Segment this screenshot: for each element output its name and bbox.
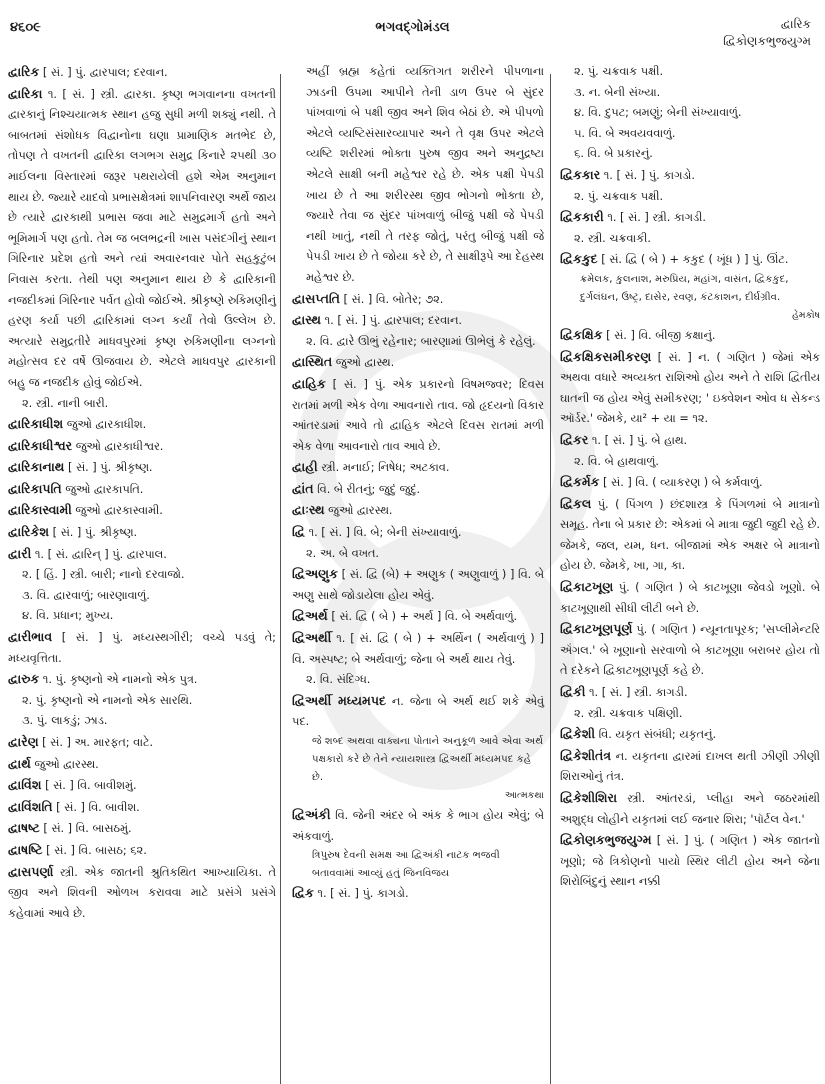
dictionary-entry — [560, 325, 820, 347]
definition: [ સં. ] અ. મારફત; વાટે. — [38, 736, 154, 749]
dictionary-entry — [560, 430, 820, 452]
dictionary-entry — [560, 619, 820, 682]
headword: દ્વાસ્થિત — [292, 354, 333, 370]
sub-sense: ૩. પું. લાકડું; ઝાડ. — [22, 714, 108, 728]
definition: જુઓ દ્વારકાસ્વામી. — [71, 504, 163, 518]
sub-sense: ૨. પું. ચક્રવાક પક્ષી. — [574, 189, 664, 203]
headword: દ્વાઃસ્થ — [292, 502, 325, 518]
headword: દ્વાહી — [292, 459, 318, 475]
definition: [ સં. દ્વિ ( બે ) + કકુદ ( ખૂંધ ) ] પું. ઊંટ. — [597, 253, 789, 267]
definition: [ સં. ] ન. ( ગણિત ) જેમાં એક અથવા વધારે અવ્યક્ત રાશિઓ હોય અને તે રાશિ દ્વિતીય ઘાતની જ હોય એવું સમીકરણ; ' ઇક્વેશન ઓવ ધ સેકન્ડ ઑર્ડર.' જેમકે, યા² + યા = ૧૨. — [560, 350, 820, 426]
headword: દ્વિઅર્થી મધ્યમપદ — [292, 692, 386, 708]
dictionary-entry — [292, 691, 544, 733]
dictionary-entry — [8, 669, 276, 691]
dictionary-entry — [292, 628, 544, 670]
column-3 — [560, 62, 820, 893]
definition: [ સં. ] વિ. બાસઠ; ૬૨. — [42, 843, 147, 857]
guide-word-last: દ્વિકોણકભુજયુગ્મ — [723, 34, 811, 48]
dictionary-entry — [292, 500, 544, 522]
definition: જુઓ દ્વારકાધીશ્વર. — [72, 439, 164, 453]
definition: [ સં. ] વિ. બાવીશમું. — [41, 779, 137, 793]
headword: દ્વિક — [292, 885, 314, 901]
guide-words — [723, 16, 811, 50]
headword: દ્વાસપ્તતિ — [292, 290, 340, 306]
dictionary-entry — [8, 627, 276, 669]
definition: વિ. યકૃત સંબંધી; યકૃતનું. — [595, 728, 717, 742]
headword: દ્વાસ્થ — [292, 312, 322, 328]
sub-sense: ૩. વિ. દ્વારવાળું; બારણાવાળું. — [22, 588, 150, 602]
dictionary-entry — [560, 472, 820, 494]
column-divider — [550, 74, 551, 1084]
sub-sense: ૨. વિ. દ્વારે ઊભું રહેનાર; બારણામાં ઊભેલું કે રહેલું. — [306, 334, 536, 348]
definition: વિ. જેની અંદર બે અંક કે ભાગ હોય એવું; બે અંકવાળું. — [292, 809, 544, 843]
dictionary-entry — [8, 84, 276, 394]
column-divider — [280, 74, 281, 1084]
headword: દ્વારિકા — [8, 85, 43, 101]
headword: દ્વારિકાસ્વામી — [8, 502, 72, 518]
continued-text: અહીં બ્રહ્મ કહેતાં વ્યક્તિગત શરીરને પીપળાના ઝાડની ઉપમા આપીને તેની ડાળ ઉપર બે સુંદર પાંખવાળાં બે પક્ષી જીવ અને શિવ બેઠાં છે. એ પીપળો એટલે વ્યષ્ટિસંસારવ્યાપાર અને તે વૃક્ષ ઉપર એટલે વ્યષ્ટિ શરીરમાં ભોક્તા પુરુષ જીવ અને અનુદ્રષ્ટા એટલે સાક્ષી બની મહેશ્વર રહે છે. એક પક્ષી પેપડી ખાય છે તે આ શરીરસ્થ જીવ ભોગનો ભોક્તા છે, જ્યારે તેવા જ સુંદર પાંખવાળું બીજું પક્ષી જે પેપડી નથી ખાતું, નથી તે તરફ જોતું, પરંતુ બીજું પક્ષી જે પેપડી ખાય છે તે જોયા કરે છે, તે સાક્ષીરૂપે આ દેહસ્થ મહેશ્વર છે. — [306, 65, 544, 284]
definition: પું. ( ગણિત ) બે કાટખૂણા જેવડો ખૂણો. બે કાટખૂણાથી સીધી લીટી બને છે. — [560, 581, 820, 615]
definition: પું. ( ગણિત ) ન્યૂનતાપૂરક; 'સપ્લીમેન્ટરિ ઍંગલ.' બે ખૂણાનો સરવાળો બે કાટખૂણા બરાબર હોય તો તે દરેકને દ્વિકાટખૂણપૂર્ણ કહે છે. — [560, 623, 820, 678]
definition: જુઓ દ્વારકાપતિ. — [61, 482, 144, 496]
sub-sense: ૨. વિ. સંદિગ્ધ. — [306, 673, 371, 687]
dictionary-entry — [560, 830, 820, 893]
dictionary-entry — [8, 862, 276, 925]
definition: ન. જેના બે અર્થ થઈ શકે એવું પદ. — [292, 694, 544, 729]
definition: જુઓ દ્વારસ્થ. — [30, 757, 99, 771]
definition: [ સં. ] પું. શ્રીકૃષ્ણ. — [64, 461, 153, 475]
dictionary-entry — [560, 347, 820, 430]
headword: દ્વાવિંશ — [8, 777, 42, 793]
headword: દ્વિઅંકી — [292, 807, 331, 822]
definition: ૧. [ સં. દ્વારિન્ ] પું. દ્વારપાલ. — [31, 547, 167, 561]
definition: ૧. [ સં. ] સ્ત્રી. કાગડી. — [585, 686, 688, 700]
definition: ૧. [ સં. ] સ્ત્રી. દ્વારકા. કૃષ્ણ ભગવાનના વખતની દ્વારકાનું નિશ્ચયાત્મક સ્થાન હજુ સુધી મળી શક્યું નથી. તે બાબતમાં સંશોધક વિદ્વાનોના ઘણા પ્રામાણિક મતભેદ છે, તોપણ તે વખતની દ્વારિકા લગભગ સમુદ્ર કિનારે ૨૫થી ૩૦ માઈલના વિસ્તારમાં જરૂર પથરાયેલી હશે એમ અનુમાન થાય છે. જ્યારે યાદવો પ્રભાસક્ષેત્રમાં શાપનિવારણ અર્થે જાય છે ત્યારે દ્વારકાથી પ્રભાસ જવા માટે સમુદ્રમાર્ગ હતો અને ભૂમિમાર્ગ પણ હતો. તેમ જ બલભદ્રની ખાસ પસંદગીનું સ્થાન ગિરિનાર પ્રદેશ હતો અને ત્યાં અવારનવાર પોતે સહકુટુંબ નિવાસ કરતા. તેથી પણ અનુમાન થાય છે કે દ્વારિકાની નજદીકમાં ગિરિનાર પર્વત હોવો જોઈએ. શ્રીકૃષ્ણે રુકિમણીનું હરણ કર્યા પછી દ્વારિકામાં લગ્ન કર્યાં તેવો ઉલ્લેખ છે. અત્યારે સમુદ્રતીરે માધવપુરમાં કૃષ્ણ રુકિમણીના લગ્નનો મહોત્સવ દર વર્ષે ઊજવાય છે. એટલે માધવપુર દ્વારકાની બહુ જ નજદીક હોવું જોઈએ. — [8, 87, 276, 389]
headword: દ્વાસપર્ણા — [8, 863, 54, 879]
headword: દ્વિઅર્થી — [292, 630, 332, 646]
dictionary-entry — [560, 249, 820, 271]
definition: સ્ત્રી. મનાઈ; નિષેધ; અટકાવ. — [317, 461, 450, 475]
headword: દ્વિકક્ષિક — [560, 326, 603, 342]
definition: [ સં. ] વિ. ( વ્યાકરણ ) બે કર્મવાળું. — [599, 476, 763, 490]
definition: પું. ( પિંગળ ) છંદશાસ્ત્ર કે પિંગળમાં બે માત્રાનો સમૂહ. તેના બે પ્રકાર છે: એકમાં બે માત્રા જુદી જુદી રહે છે. જેમકે, જલ, યમ, ધન. બીજામાં એક અક્ષર બે માત્રાનો હોય છે. જેમકે, ખા, ગા, કા. — [560, 497, 820, 573]
definition: [ સં. દ્વિ ( બે ) + અર્થ ] વિ. બે અર્થવાળું. — [327, 610, 518, 624]
citation-quote: ત્રિપુરુષ દેવની સમક્ષ આ દ્વિઅંકી નાટક ભજવી બતાવવામાં આવ્યું હતું જિનવિજય — [312, 850, 500, 880]
definition: ૧. [ સં. ] સ્ત્રી. કાગડી. — [603, 211, 706, 225]
sub-sense: ૨. વિ. બે હાથવાળું. — [574, 454, 659, 468]
dictionary-entry — [560, 207, 820, 229]
dictionary-entry — [560, 165, 820, 187]
headword: દ્વિકર્મક — [560, 474, 600, 490]
dictionary-entry — [292, 289, 544, 311]
dictionary-entry — [292, 883, 544, 905]
definition: જુઓ દ્વાસ્થ. — [332, 356, 395, 370]
dictionary-entry — [8, 797, 276, 819]
definition: [ સં. ] પું. એક પ્રકારનો વિષમજ્વર; દિવસ રાતમાં મળી એક વેળા આવનારો તાવ. જો હૃદયનો વિકાર આંતરડામાં આવે તો દ્વાહિક એટલે દિવસ રાતમાં મળી એક વેળા આવનારો તાવ આવે છે. — [292, 377, 544, 453]
dictionary-entry — [8, 522, 276, 544]
dictionary-entry — [560, 682, 820, 704]
definition: ૧. [ સં. ] પું. કાગડો. — [313, 887, 409, 901]
dictionary-entry — [560, 494, 820, 577]
headword: દ્વારી — [8, 545, 32, 561]
dictionary-entry — [292, 374, 544, 457]
headword: દ્વિકક્ષિકસમીકરણ — [560, 348, 652, 364]
definition: ૧. [ સં. ] પું. બે હાથ. — [588, 433, 688, 447]
column-2 — [292, 62, 544, 905]
headword: દ્વિઅણુક — [292, 566, 338, 582]
definition: જુઓ દ્વારસ્થ. — [324, 504, 393, 518]
definition: [ સં. ] વિ. બાસઠમું. — [39, 822, 132, 836]
headword: દ્વિકોણકભુજયુગ્મ — [560, 832, 652, 848]
headword: દ્વારિકેશ — [8, 524, 49, 540]
headword: દ્વારુક — [8, 671, 40, 687]
citation-quote: ક્રમેલક, કુલનાશ, મરુપ્રિય, મહાંગ, વાસંત, દ્વિકકુદ, દુર્ગલંઘન, ઉષ્ટ્ર, દાસેર, રવણ, કંટકાશન, દીર્ઘગ્રીવ. — [580, 273, 789, 303]
headword: દ્વિકલ — [560, 495, 592, 511]
headword: દ્વિકર — [560, 431, 589, 447]
sub-sense: ૩. ન. બેની સંખ્યા. — [574, 85, 661, 99]
headword: દ્વિકકારી — [560, 209, 604, 225]
headword: દ્વિકાટખૂણ — [560, 579, 614, 595]
headword: દ્વારેણ — [8, 734, 39, 749]
sub-sense: ૫. વિ. બે અવયવવાળું. — [574, 126, 676, 140]
headword: દ્વાહિક — [292, 375, 326, 391]
sub-sense: ૨. પું. ચક્રવાક પક્ષી. — [574, 65, 664, 78]
dictionary-entry — [8, 414, 276, 436]
definition: [ સં. ] પું. દ્વારપાલ; દરવાન. — [39, 66, 168, 79]
sub-sense: ૨. સ્ત્રી. ચક્રવાક પક્ષિણી. — [574, 706, 683, 720]
dictionary-entry — [8, 775, 276, 797]
dictionary-entry — [292, 564, 544, 606]
headword: દ્વારિકાપતિ — [8, 480, 62, 496]
sub-sense: ૨. અ. બે વખત. — [306, 546, 379, 560]
dictionary-entry — [560, 724, 820, 746]
dictionary-entry — [8, 436, 276, 458]
headword: દ્વિકેશીતંત્ર — [560, 747, 612, 763]
sub-sense: ૨. સ્ત્રી. ચક્રવાકી. — [574, 231, 651, 245]
sub-sense: ૨. [ હિં. ] સ્ત્રી. બારી; નાનો દરવાજો. — [22, 568, 185, 582]
headword: દ્વિઅર્થ — [292, 608, 328, 624]
dictionary-entry — [8, 457, 276, 479]
dictionary-entry — [8, 500, 276, 522]
dictionary-entry — [292, 310, 544, 332]
dictionary-entry — [292, 805, 544, 847]
dictionary-entry — [8, 544, 276, 566]
headword: દ્વારિક — [8, 64, 40, 79]
page-header — [0, 0, 825, 58]
dictionary-entry — [292, 522, 544, 544]
dictionary-entry — [292, 352, 544, 374]
page-number: ૪૬૦૯ — [10, 20, 41, 35]
dictionary-entry — [8, 479, 276, 501]
dictionary-entry — [8, 754, 276, 776]
definition: જુઓ દ્વારકાધીશ. — [63, 418, 147, 432]
dictionary-entry — [292, 606, 544, 628]
headword: દ્વિકાટખૂણપૂર્ણ — [560, 621, 633, 637]
running-title: ભગવદ્ગોમંડલ — [375, 20, 450, 35]
headword: દ્વારિકાધીશ — [8, 416, 64, 432]
headword: દ્વિ — [292, 524, 305, 540]
definition: ૧. [ સં. ] પું. દ્વારપાલ; દરવાન. — [321, 314, 462, 328]
headword: દ્વાષષ્ટ — [8, 820, 40, 836]
definition: સ્ત્રી. એક જાતની શ્રુતિકથિત આખ્યાયિકા. તે જીવ અને શિવની ઓળખ કરાવવા માટે પ્રસંગે પ્રસંગે કહેવામાં આવે છે. — [8, 865, 276, 920]
definition: ૧. પું. કૃષ્ણનો એ નામનો એક પુત્ર. — [39, 673, 198, 687]
dictionary-entry — [560, 788, 820, 830]
definition: [ સં. ] વિ. બોતેર; ૭૨. — [339, 292, 444, 306]
definition: [ સં. ] પું. ( ગણિત ) એક જાતનો ખૂણો; જે ત્રિકોણનો પાયો સ્થિર લીટી હોય અને જેના શિરોબિંદુનું સ્થાન નક્કી — [560, 834, 820, 889]
headword: દ્વિકેશી — [560, 726, 596, 742]
column-1 — [8, 62, 276, 924]
dictionary-entry — [8, 840, 276, 862]
headword: દ્વિકકુદ — [560, 251, 598, 267]
headword: દ્વિકી — [560, 684, 586, 700]
definition: ન. યકૃતના દ્વારમાં દાખલ થતી ઝીણી ઝીણી શિરાઓનું તંત્ર. — [560, 749, 820, 784]
dictionary-entry — [8, 732, 276, 754]
sub-sense: ૪. વિ. દુપટ; બમણું; બેની સંખ્યાવાળું. — [574, 106, 742, 120]
headword: દ્વાર્થ — [8, 755, 31, 771]
headword: દ્વિકકાર — [560, 166, 601, 182]
guide-word-first: દ્વારિક — [780, 17, 811, 31]
citation-source: હેમકોષ — [792, 309, 820, 321]
dictionary-entry — [560, 577, 820, 619]
definition: [ સં. ] પું. શ્રીકૃષ્ણ. — [48, 526, 138, 540]
definition: [ સં. ] વિ. બાવીશ. — [52, 800, 140, 814]
dictionary-entry — [292, 457, 544, 479]
dictionary-entry — [8, 62, 276, 84]
sub-sense: ૨. પું. કૃષ્ણનો એ નામનો એક સારથિ. — [22, 693, 193, 707]
definition: [ સં. ] પું. મધ્યસ્થગીરી; વચ્ચે પડવું તે; મધ્યવૃત્તિતા. — [8, 631, 276, 665]
headword: દ્વારિકાનાથ — [8, 459, 65, 475]
definition: [ સં. ] વિ. બીજી કક્ષાનું. — [602, 328, 716, 342]
headword: દ્વારિકાધીશ્વર — [8, 437, 73, 453]
definition: ૧. [ સં. ] પું. કાગડો. — [600, 168, 695, 182]
dictionary-entry — [560, 746, 820, 788]
definition: સ્ત્રી. આંતરડાં, પ્લીહા અને જઠરમાંથી અશુદ્ધ લોહીને યકૃતમાં લઈ જનાર શિરા; 'પૉર્ટલ વેન.' — [560, 792, 820, 826]
citation-quote: જે શબ્દ અથવા વાક્યના પોતાને અનુકૂળ આવે એવા અર્થ પક્ષકારો કરે છે તેને ન્યાયશાસ્ત્ર દ્વિઅર્થી મધ્યમપદ કહે છે. — [312, 736, 544, 783]
sub-sense: ૨. સ્ત્રી. નાની બારી. — [22, 396, 109, 410]
definition: ૧. [ સં. દ્વિ ( બે ) + અર્થિન ( અર્થવાળું ) ] વિ. અસ્પષ્ટ; બે અર્થવાળું; જેના બે અર્થ થાય તેવું. — [292, 632, 544, 666]
headword: દ્વારીભાવ — [8, 629, 53, 645]
dictionary-entry — [292, 479, 544, 501]
headword: દ્વાષષ્ટિ — [8, 841, 43, 857]
headword: દ્વિકેશીશિરા — [560, 790, 618, 805]
definition: [ સં. દ્વિ (બે) + અણુક ( અણુવાળું ) ] વિ. બે અણુ સાથે જોડાયેલા હોય એવું. — [292, 568, 544, 602]
citation-source: આત્મકથા — [504, 790, 544, 801]
text-columns — [0, 62, 825, 1082]
headword: દ્વાવિંશતિ — [8, 798, 53, 814]
sub-sense: ૪. વિ. પ્રધાન; મુખ્ય. — [22, 609, 114, 623]
definition: વિ. બે રીતનું; જુદું જુદું. — [313, 482, 421, 496]
definition: ૧. [ સં. ] વિ. બે; બેની સંખ્યાવાળું. — [305, 526, 462, 540]
dictionary-entry — [8, 818, 276, 840]
sub-sense: ૬. વિ. બે પ્રકારનું. — [574, 147, 653, 161]
headword: દ્વાંત — [292, 480, 314, 496]
